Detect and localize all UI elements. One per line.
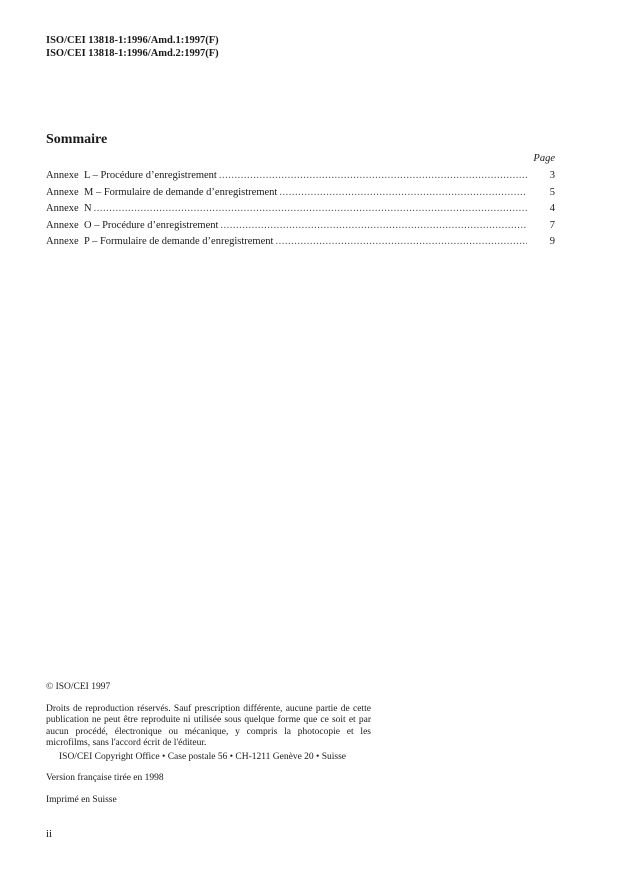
toc-leader-dots (219, 170, 527, 181)
toc-entry-annex: Annexe (46, 170, 79, 181)
reproduction-rights: Droits de reproduction réservés. Sauf prescription différente, aucune partie de cette publication ne peut être reproduite ni utilisée sous quelque forme que ce soit et par aucun procédé, électronique ou mécanique, y compris la photocopie et les microfilms, sans l'accord écrit de l'éditeur. (46, 703, 371, 748)
table-of-contents (46, 170, 555, 253)
page-number: ii (46, 828, 53, 840)
toc-entry[interactable] (46, 220, 555, 237)
copyright-office-address: ISO/CEI Copyright Office • Case postale 56 • CH-1211 Genève 20 • Suisse (59, 751, 347, 762)
toc-leader-dots (220, 220, 527, 231)
toc-leader-dots (275, 236, 527, 247)
toc-entry-page: 9 (549, 236, 555, 247)
toc-entry-annex: Annexe (46, 203, 79, 214)
toc-entry-title: N (84, 203, 92, 214)
toc-entry-annex: Annexe (46, 219, 79, 231)
toc-entry[interactable] (46, 236, 555, 253)
toc-entry[interactable] (46, 170, 555, 187)
header-line-2: ISO/CEI 13818-1:1996/Amd.2:1997(F) (46, 48, 219, 59)
printed-in: Imprimé en Suisse (46, 794, 117, 805)
toc-entry-title: O – Procédure d’enregistrement (84, 219, 219, 231)
toc-leader-dots (94, 203, 527, 214)
document-header (46, 34, 219, 60)
copyright-block (46, 682, 371, 816)
toc-entry-title: P – Formulaire de demande d’enregistrement (84, 236, 274, 247)
toc-entry[interactable] (46, 203, 555, 220)
toc-page-label: Page (533, 153, 555, 164)
toc-title: Sommaire (46, 132, 108, 147)
toc-entry-page: 7 (549, 219, 555, 231)
toc-entry[interactable] (46, 187, 555, 204)
toc-entry-page: 4 (549, 203, 555, 214)
toc-leader-dots (279, 187, 527, 198)
toc-entry-annex: Annexe (46, 186, 79, 198)
toc-entry-annex: Annexe (46, 236, 79, 247)
toc-entry-page: 3 (549, 170, 555, 181)
toc-entry-title: L – Procédure d’enregistrement (84, 170, 217, 181)
toc-entry-title: M – Formulaire de demande d’enregistrement (84, 186, 278, 198)
toc-entry-page: 5 (549, 186, 555, 198)
header-line-1: ISO/CEI 13818-1:1996/Amd.1:1997(F) (46, 35, 219, 46)
version-note: Version française tirée en 1998 (46, 773, 164, 783)
copyright-notice: © ISO/CEI 1997 (46, 682, 111, 692)
